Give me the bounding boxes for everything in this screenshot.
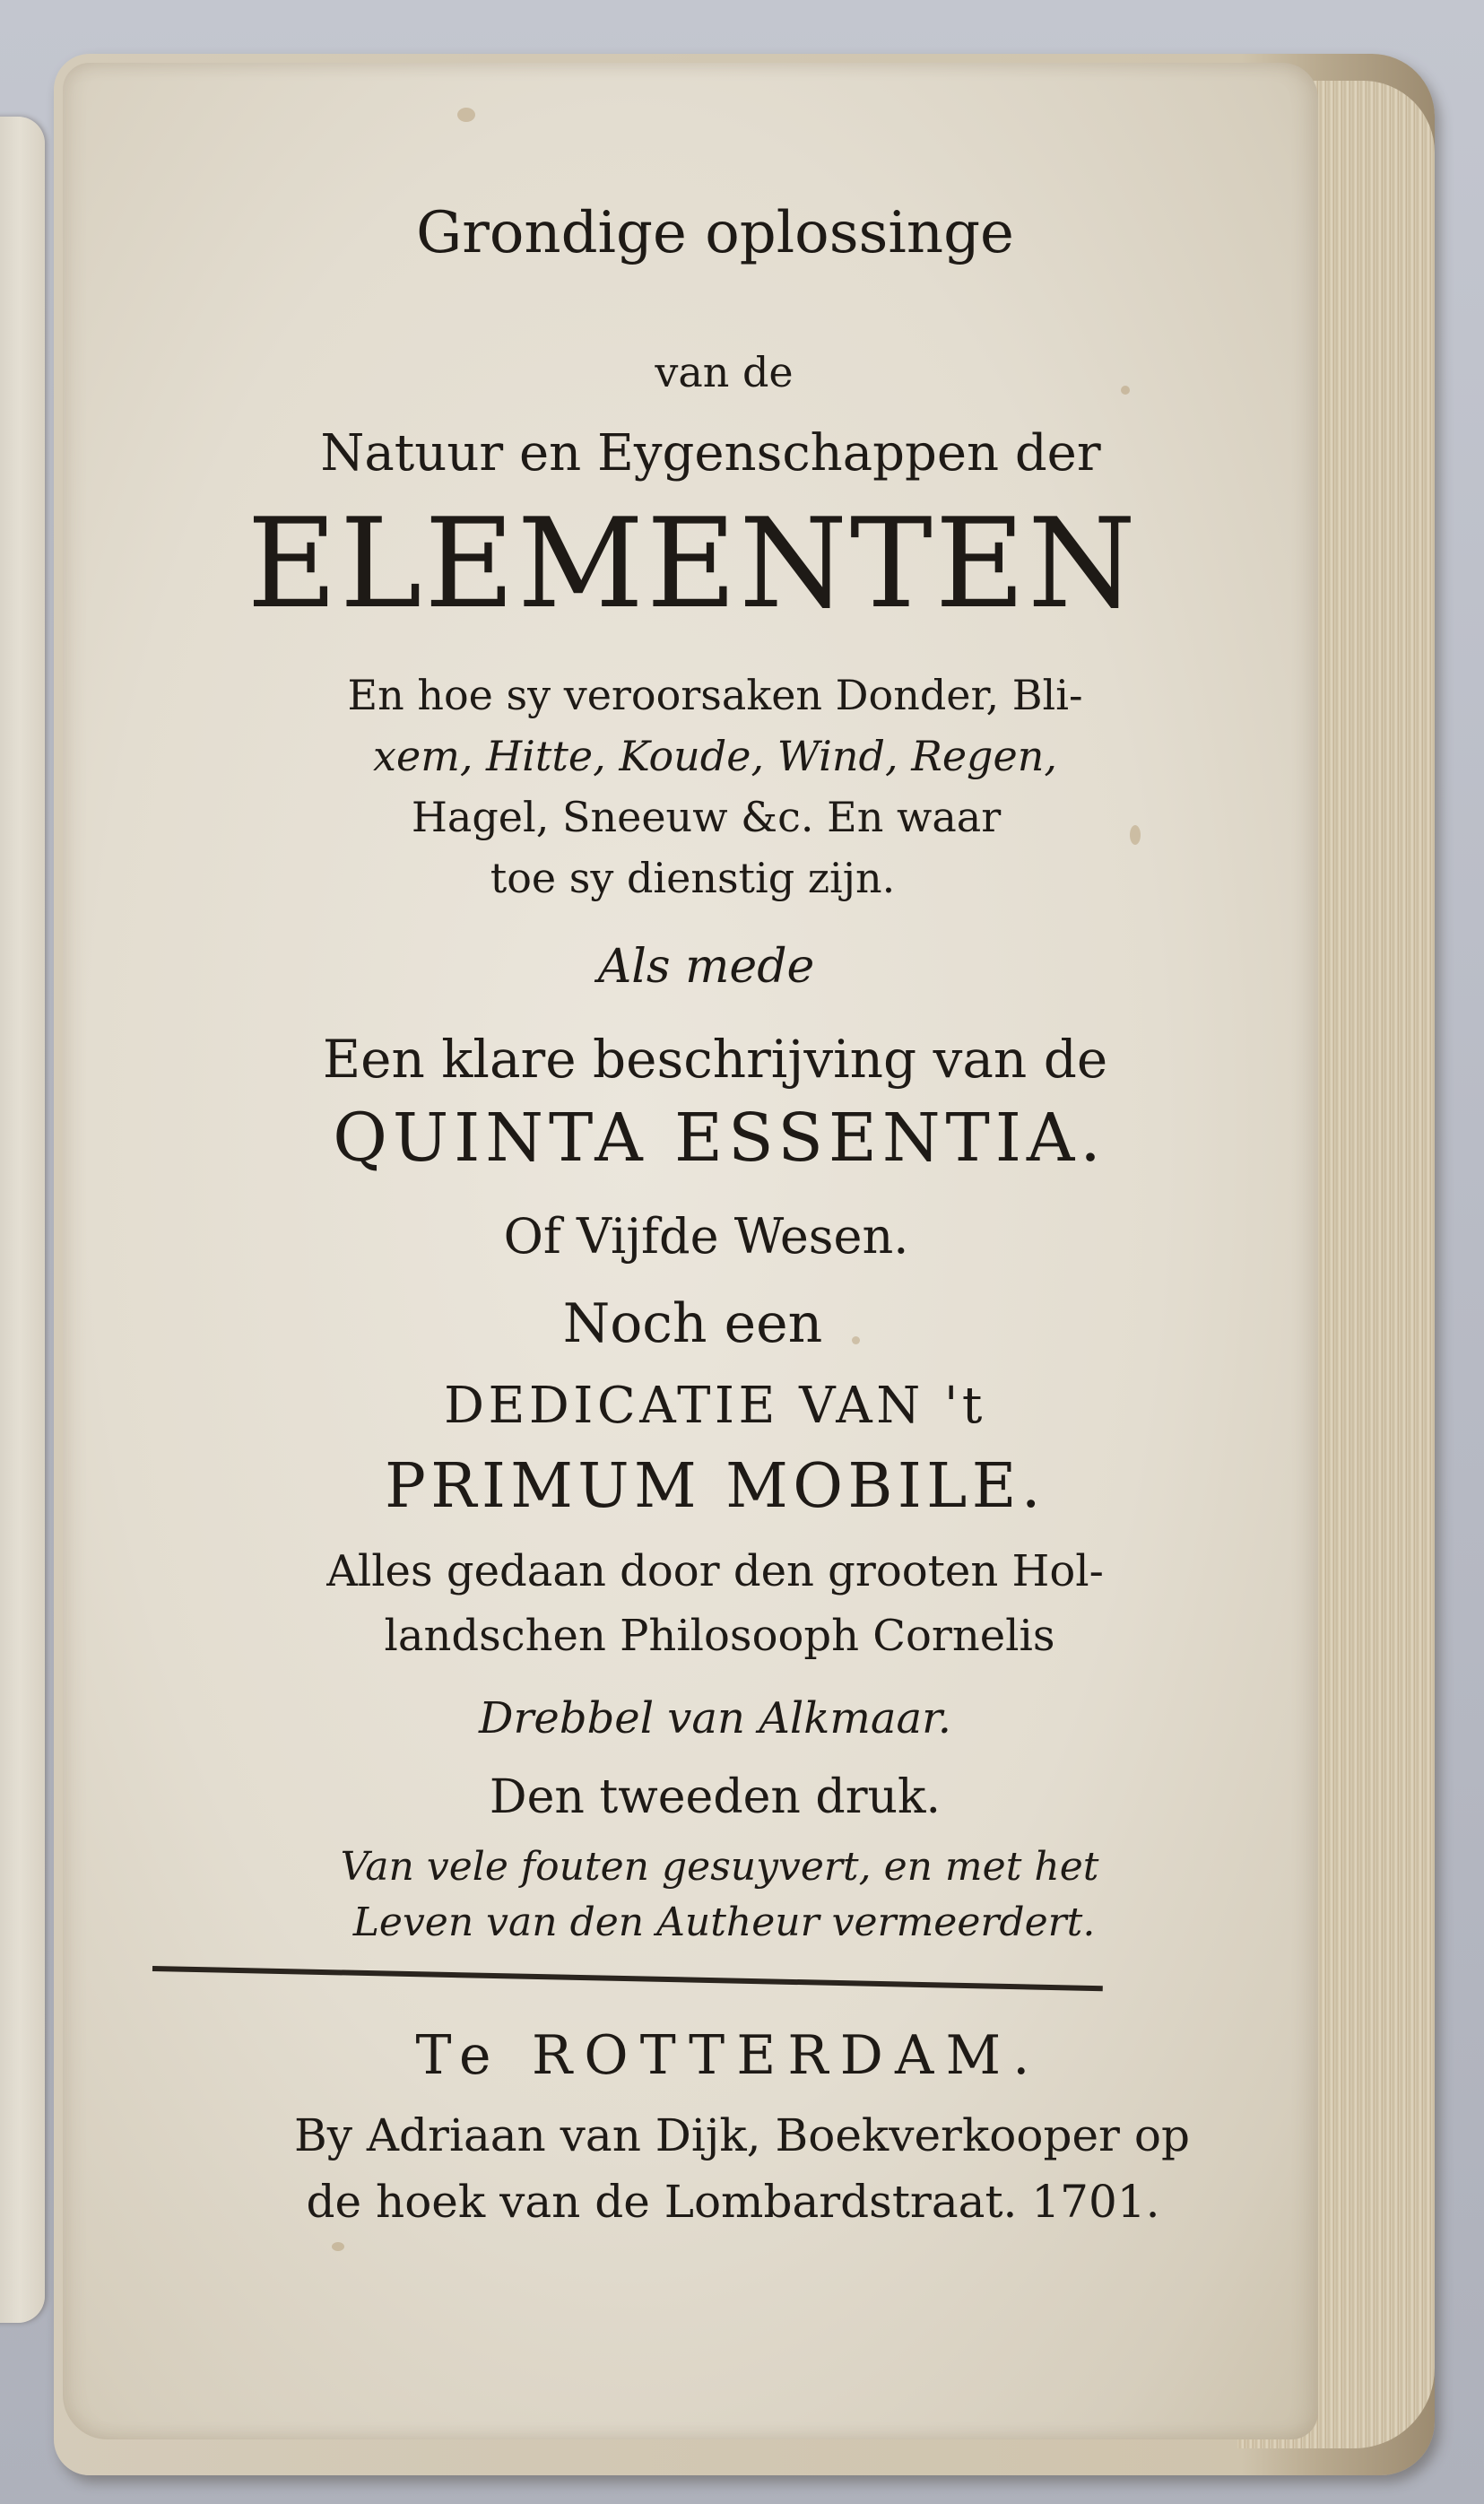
imprint-publisher: By Adriaan van Dijk, Boekverkooper op bbox=[294, 2109, 1190, 2161]
foxing-spot bbox=[332, 2242, 344, 2251]
title-line-toe-sy: toe sy dienstig zijn. bbox=[490, 854, 896, 902]
title-line-elementen: ELEMENTEN bbox=[247, 491, 1139, 636]
title-line-quinta-essentia: QUINTA ESSENTIA. bbox=[333, 1100, 1106, 1177]
title-line-alles-gedaan: Alles gedaan door den grooten Hol- bbox=[326, 1546, 1104, 1596]
title-line-leven-autheur: Leven van den Autheur vermeerdert. bbox=[352, 1900, 1096, 1945]
title-line-van-vele-fouten: Van vele fouten gesuyvert, en met het bbox=[340, 1844, 1099, 1890]
imprint-address-year: de hoek van de Lombardstraat. 1701. bbox=[306, 2176, 1160, 2228]
title-line-als-mede: Als mede bbox=[597, 940, 815, 994]
title-line-een-klare: Een klare beschrijving van de bbox=[322, 1029, 1108, 1090]
title-line-en-hoe: En hoe sy veroorsaken Donder, Bli- bbox=[347, 671, 1083, 719]
title-line-natuur: Natuur en Eygenschappen der bbox=[320, 424, 1101, 483]
title-line-vijfde-wesen: Of Vijfde Wesen. bbox=[503, 1208, 909, 1265]
title-line-landschen: landschen Philosooph Cornelis bbox=[384, 1611, 1055, 1661]
title-line-primum-mobile: PRIMUM MOBILE. bbox=[385, 1451, 1046, 1522]
title-line-tweeden-druk: Den tweeden druk. bbox=[489, 1770, 942, 1824]
foxing-spot bbox=[457, 108, 475, 122]
title-line-xem: xem, Hitte, Koude, Wind, Regen, bbox=[373, 732, 1057, 780]
imprint-place: Te ROTTERDAM. bbox=[415, 2024, 1042, 2087]
title-line-drebbel: Drebbel van Alkmaar. bbox=[479, 1693, 951, 1743]
title-line-van-de: van de bbox=[655, 348, 794, 396]
title-line-grondige: Grondige oplossinge bbox=[416, 200, 1014, 266]
title-line-hagel: Hagel, Sneeuw &c. En waar bbox=[411, 793, 1002, 841]
title-line-noch-een: Noch een bbox=[562, 1292, 823, 1355]
title-line-dedicatie: DEDICATIE VAN 't bbox=[444, 1377, 986, 1435]
